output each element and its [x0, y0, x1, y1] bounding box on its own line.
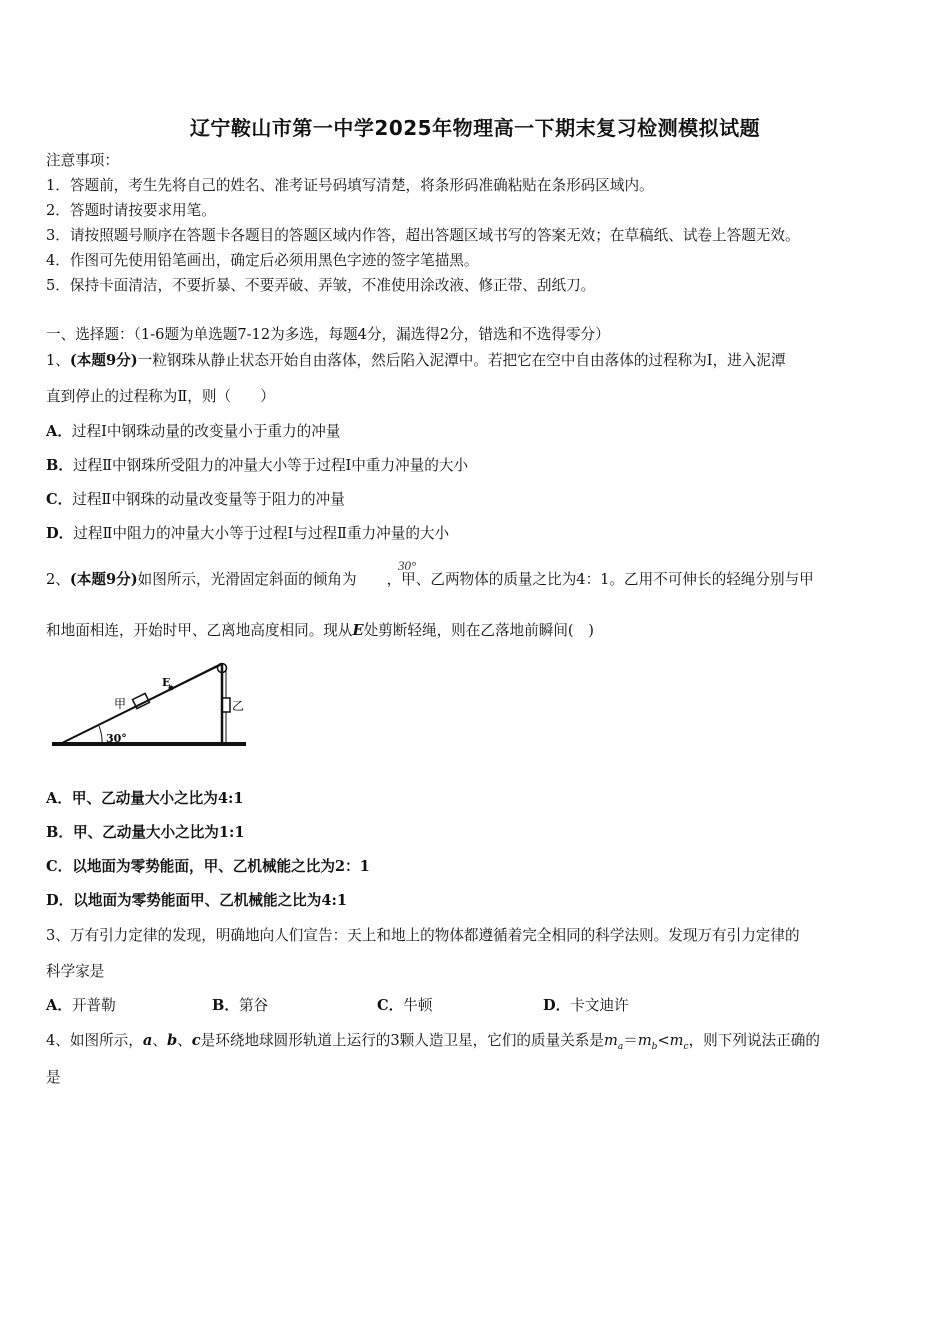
question-2-angle: 30°	[398, 558, 417, 573]
notice-item-2: 2．答题时请按要求用笔。	[46, 202, 216, 219]
question-3-option-d: D．卡文迪许	[543, 997, 629, 1014]
notice-heading: 注意事项：	[46, 152, 119, 169]
notice-item-5: 5．保持卡面清洁，不要折暴、不要弄破、弄皱，不准使用涂改液、修正带、刮纸刀。	[46, 277, 596, 294]
question-1-stem-line2: 直到停止的过程称为Ⅱ，则（ ）	[46, 388, 275, 405]
label-e: E	[162, 676, 171, 689]
question-2-option-b: B．甲、乙动量大小之比为1:1	[46, 824, 245, 841]
question-4-stem-line2: 是	[46, 1069, 61, 1086]
notice-item-3: 3．请按照题号顺序在答题卡各题目的答题区域内作答，超出答题区域书写的答案无效；在草稿纸、试卷上答题无效。	[46, 227, 800, 244]
question-3-stem-line2: 科学家是	[46, 963, 105, 980]
question-3-option-c: C．牛顿	[377, 997, 433, 1014]
question-2-number: 2、	[46, 571, 70, 588]
question-2-stem: 2、(本题9分)如图所示，光滑固定斜面的倾角为 ，甲、乙两物体的质量之比为4：1。乙用不可伸长的轻绳分别与甲	[46, 571, 814, 588]
question-1-option-b: B．过程Ⅱ中钢珠所受阻力的冲量大小等于过程Ⅰ中重力冲量的大小	[46, 457, 469, 474]
question-3-option-b: B．第谷	[212, 997, 269, 1014]
incline-surface	[60, 664, 222, 744]
label-yi: 乙	[232, 699, 245, 713]
label-jia: 甲	[114, 697, 127, 711]
question-1-stem	[46, 351, 786, 371]
page-title: 辽宁鞍山市第一中学2025年物理高一下期末复习检测模拟试题	[189, 116, 761, 140]
notice-item-1: 1．答题前，考生先将自己的姓名、准考证号码填写清楚，将条形码准确粘贴在条形码区域内。	[46, 177, 654, 194]
question-1-option-a: A．过程Ⅰ中钢珠动量的改变量小于重力的冲量	[46, 423, 341, 440]
question-2-option-d: D．以地面为零势能面甲、乙机械能之比为4:1	[46, 892, 348, 909]
question-3-option-a: A．开普勒	[46, 997, 116, 1014]
notice-item-4: 4．作图可先使用铅笔画出，确定后必须用黑色字迹的签字笔描黑。	[46, 252, 479, 269]
rope-incline	[148, 665, 218, 700]
question-4-stem: 4、如图所示，a、b、c是环绕地球圆形轨道上运行的3颗人造卫星，它们的质量关系是$m_a=m_b<m_c$，则下列说法正确的	[46, 1032, 820, 1052]
question-2-option-a: A．甲、乙动量大小之比为4:1	[46, 790, 244, 807]
question-2-option-c: C．以地面为零势能面，甲、乙机械能之比为2：1	[46, 858, 370, 875]
question-2-tag: (本题9分)	[69, 571, 138, 588]
question-2-stem-line2: 和地面相连，开始时甲、乙离地高度相同。现从E处剪断轻绳，则在乙落地前瞬间( )	[46, 622, 594, 639]
question-1-option-c: C．过程Ⅱ中钢珠的动量改变量等于阻力的冲量	[46, 491, 345, 508]
question-1-option-d: D．过程Ⅱ中阻力的冲量大小等于过程Ⅰ与过程Ⅱ重力冲量的大小	[46, 525, 450, 542]
question-1-text: 一粒钢珠从静止状态开始自由落体，然后陷入泥潭中。若把它在空中自由落体的过程称为Ⅰ，进入泥潭	[137, 352, 786, 369]
question-1-tag: (本题9分)	[69, 352, 138, 369]
angle-arc	[99, 726, 102, 744]
question-1-number: 1、	[46, 352, 70, 369]
question-3-stem: 3、万有引力定律的发现，明确地向人们宣告：天上和地上的物体都遵循着完全相同的科学法则。发现万有引力定律的	[46, 927, 800, 944]
incline-figure	[46, 656, 256, 756]
section-heading: 一、选择题：（1-6题为单选题7-12为多选，每题4分，漏选得2分，错选和不选得零分）	[46, 326, 610, 343]
label-angle: 30°	[106, 732, 127, 745]
